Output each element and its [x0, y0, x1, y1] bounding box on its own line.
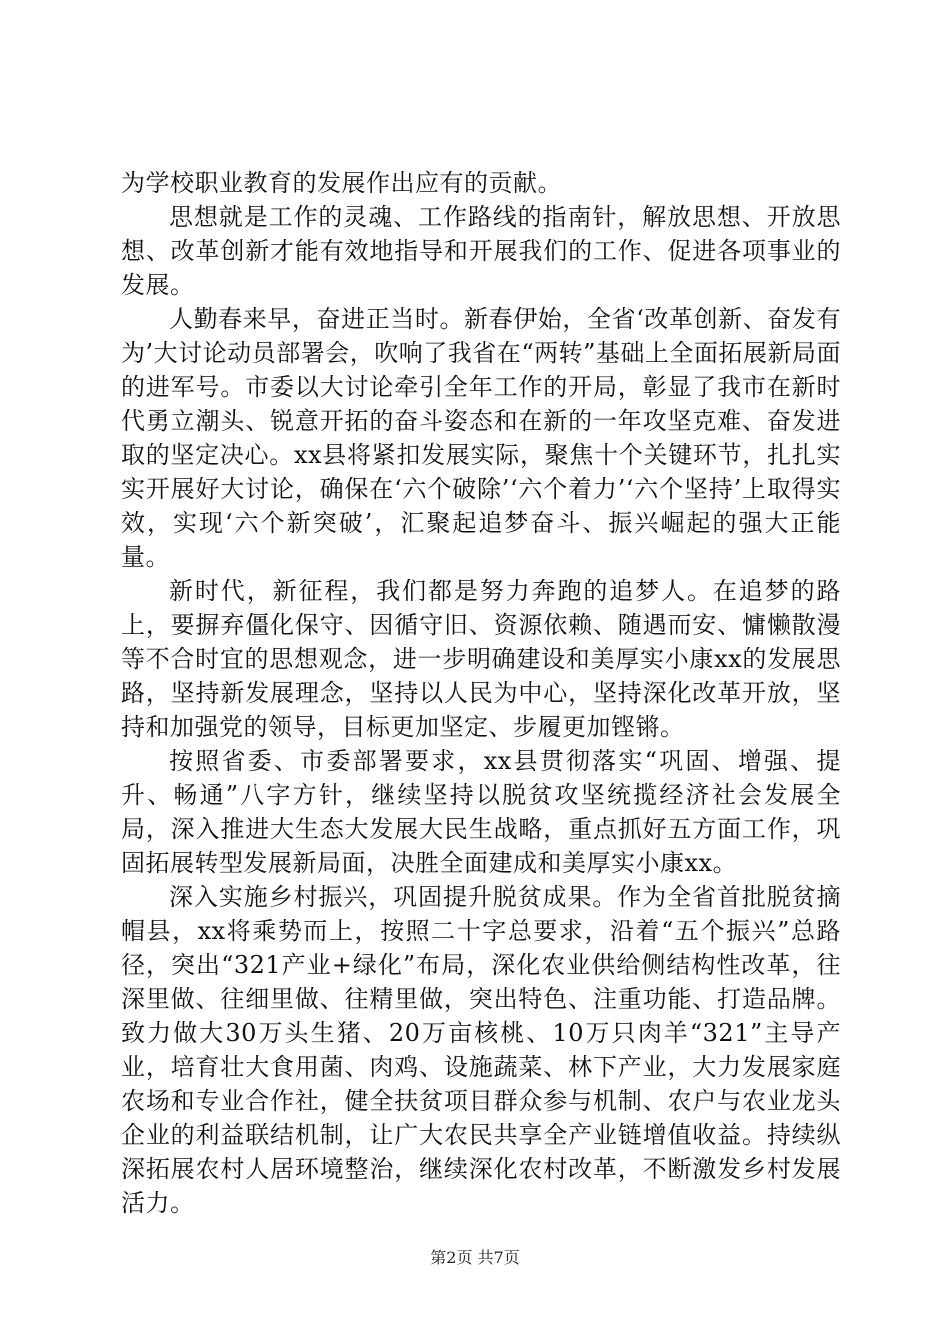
paragraph-rural-revitalization: 深入实施乡村振兴，巩固提升脱贫成果。作为全省首批脱贫摘帽县，xx将乘势而上，按照二十字总要求，沿着“五个振兴”总路径，突出“321产业+绿化”布局，深化农业供给侧结构性改革，往深里做、往细里做、往精里做，突出特色、注重功能、打造品牌。致力做大30万头生猪、20万亩核桃、10万只肉羊“321”主导产业，培育壮大食用菌、肉鸡、设施蔬菜、林下产业，大力发展家庭农场和专业合作社，健全扶贫项目群众参与机制、农户与农业龙头企业的利益联结机制，让广大农民共享全产业链增值收益。持续纵深拓展农村人居环境整治，继续深化农村改革，不断激发乡村发展活力。 [121, 883, 841, 1217]
page-number-footer: 第2页 共7页 [430, 1248, 520, 1267]
paragraph-new-era: 新时代，新征程，我们都是努力奔跑的追梦人。在追梦的路上，要摒弃僵化保守、因循守旧、资源依赖、随遇而安、慵懒散漫等不合时宜的思想观念，进一步明确建设和美厚实小康xx的发展思路，坚持新发展理念，坚持以人民为中心，坚持深化改革开放，坚持和加强党的领导，目标更加坚定、步履更加铿锵。 [121, 577, 841, 741]
document-body [121, 166, 841, 1220]
paragraph-new-spring: 人勤春来早，奋进正当时。新春伊始，全省‘改革创新、奋发有为’大讨论动员部署会，吹响了我省在“两转”基础上全面拓展新局面的进军号。市委以大讨论牵引全年工作的开局，彰显了我市在新时代勇立潮头、锐意开拓的奋斗姿态和在新的一年攻坚克难、奋发进取的坚定决心。xx县将紧扣发展实际，聚焦十个关键环节，扎扎实实开展好大讨论，确保在‘六个破除’‘六个着力’‘六个坚持’上取得实效，实现‘六个新突破’，汇聚起追梦奋斗、振兴崛起的强大正能量。 [121, 305, 841, 571]
paragraph-thought: 思想就是工作的灵魂、工作路线的指南针，解放思想、开放思想、改革创新才能有效地指导和开展我们的工作、促进各项事业的发展。 [121, 203, 841, 299]
paragraph-continuation: 为学校职业教育的发展作出应有的贡献。 [121, 169, 562, 197]
paragraph-deployment: 按照省委、市委部署要求，xx县贯彻落实“巩固、增强、提升、畅通”八字方针，继续坚持以脱贫攻坚统揽经济社会发展全局，深入推进大生态大发展大民生战略，重点抓好五方面工作，巩固拓展转型发展新局面，决胜全面建成和美厚实小康xx。 [121, 747, 841, 877]
